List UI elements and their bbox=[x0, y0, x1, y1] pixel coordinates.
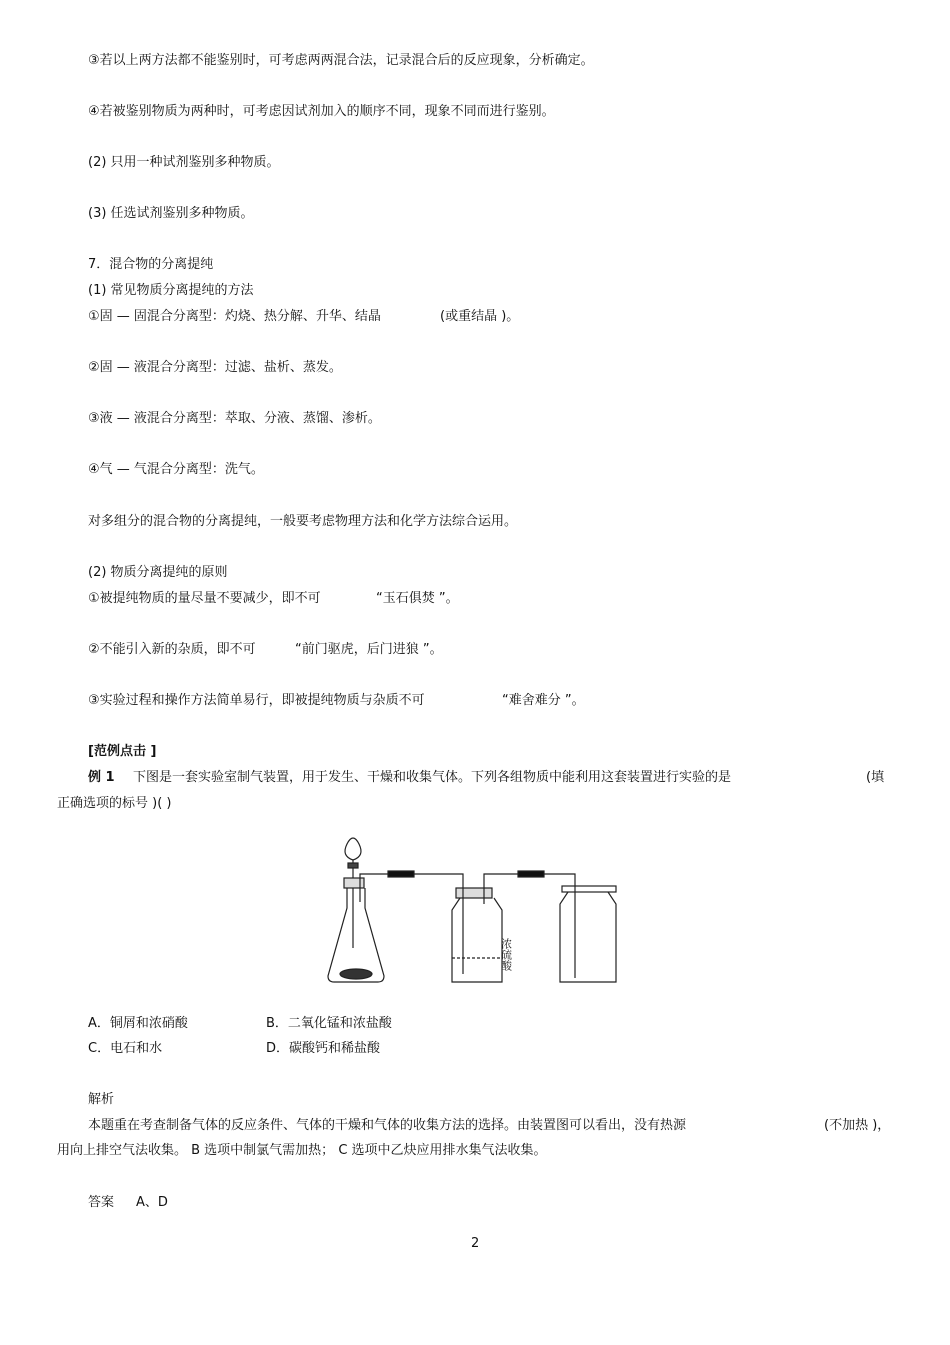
answer-value: A、D bbox=[136, 1195, 168, 1210]
example-header: [范例点击 ] bbox=[88, 744, 157, 759]
multi-component-note: 对多组分的混合物的分离提纯，一般要考虑物理方法和化学方法综合运用。 bbox=[88, 514, 518, 529]
conical-flask bbox=[328, 888, 384, 982]
analysis-text-note: (不加热 )， bbox=[824, 1118, 891, 1133]
option-c: C．电石和水 bbox=[88, 1041, 163, 1056]
solid-liquid-type: ②固 — 液混合分离型：过滤、盐析、蒸发。 bbox=[88, 360, 342, 375]
collecting-bottle bbox=[560, 892, 616, 982]
method-4: ④若被鉴别物质为两种时，可考虑因试剂加入的顺序不同，现象不同而进行鉴别。 bbox=[88, 104, 555, 119]
glass-plate bbox=[562, 886, 616, 892]
principle-2-idiom: “前门驱虎，后门进狼 ”。 bbox=[295, 642, 443, 657]
principle-2: ②不能引入新的杂质，即不可 bbox=[88, 642, 256, 657]
funnel-stopcock bbox=[348, 863, 358, 868]
solid-solid-type: ①固 — 固混合分离型：灼烧、热分解、升华、结晶 bbox=[88, 309, 381, 324]
principle-1: ①被提纯物质的量尽量不要减少，即不可 bbox=[88, 591, 321, 606]
reagent-label: 浓硫酸 bbox=[499, 938, 513, 971]
method-3: ③若以上两方法都不能鉴别时，可考虑两两混合法，记录混合后的反应现象，分析确定。 bbox=[88, 53, 594, 68]
flask-stopper bbox=[344, 878, 364, 888]
example-1-question-cont: 正确选项的标号 )( ) bbox=[57, 796, 172, 811]
gas-apparatus-diagram bbox=[320, 830, 640, 990]
wash-bottle-stopper bbox=[456, 888, 492, 898]
section-7-1-title: (1) 常见物质分离提纯的方法 bbox=[88, 283, 254, 298]
rubber-joint-1 bbox=[388, 871, 414, 877]
example-1-label: 例 1 bbox=[88, 770, 115, 785]
item-2: (2) 只用一种试剂鉴别多种物质。 bbox=[88, 155, 280, 170]
rubber-joint-2 bbox=[518, 871, 544, 877]
liquid-liquid-type: ③液 — 液混合分离型：萃取、分液、蒸馏、渗析。 bbox=[88, 411, 381, 426]
principle-3: ③实验过程和操作方法简单易行，即被提纯物质与杂质不可 bbox=[88, 693, 425, 708]
analysis-text-cont: 用向上排空气法收集。 B 选项中制氯气需加热； C 选项中乙炔应用排水集气法收集。 bbox=[57, 1143, 547, 1158]
analysis-heading: 解析 bbox=[88, 1092, 115, 1107]
connecting-tube-2 bbox=[484, 874, 575, 978]
example-1-question: 下图是一套实验室制气装置，用于发生、干燥和收集气体。下列各组物质中能利用这套装置进行实验的是 bbox=[133, 770, 732, 785]
section-7-title: 7．混合物的分离提纯 bbox=[88, 257, 214, 272]
analysis-text: 本题重在考查制备气体的反应条件、气体的干燥和气体的收集方法的选择。由装置图可以看出，没有热源 bbox=[88, 1118, 687, 1133]
solid-solid-note: (或重结晶 )。 bbox=[440, 309, 520, 324]
item-3: (3) 任选试剂鉴别多种物质。 bbox=[88, 206, 254, 221]
example-1-fill-hint: (填 bbox=[866, 770, 885, 785]
answer-label: 答案 bbox=[88, 1195, 115, 1210]
gas-gas-type: ④气 — 气混合分离型：洗气。 bbox=[88, 462, 264, 477]
principle-1-idiom: “玉石俱焚 ”。 bbox=[376, 591, 459, 606]
solid-reactant bbox=[340, 969, 372, 979]
option-b: B．二氧化锰和浓盐酸 bbox=[266, 1016, 392, 1031]
funnel-bulb bbox=[345, 838, 361, 860]
wash-bottle bbox=[452, 898, 502, 982]
option-a: A．铜屑和浓硝酸 bbox=[88, 1016, 188, 1031]
section-7-2-title: (2) 物质分离提纯的原则 bbox=[88, 565, 228, 580]
page-number: 2 bbox=[471, 1236, 480, 1251]
principle-3-idiom: “难舍难分 ”。 bbox=[502, 693, 585, 708]
option-d: D．碳酸钙和稀盐酸 bbox=[266, 1041, 381, 1056]
